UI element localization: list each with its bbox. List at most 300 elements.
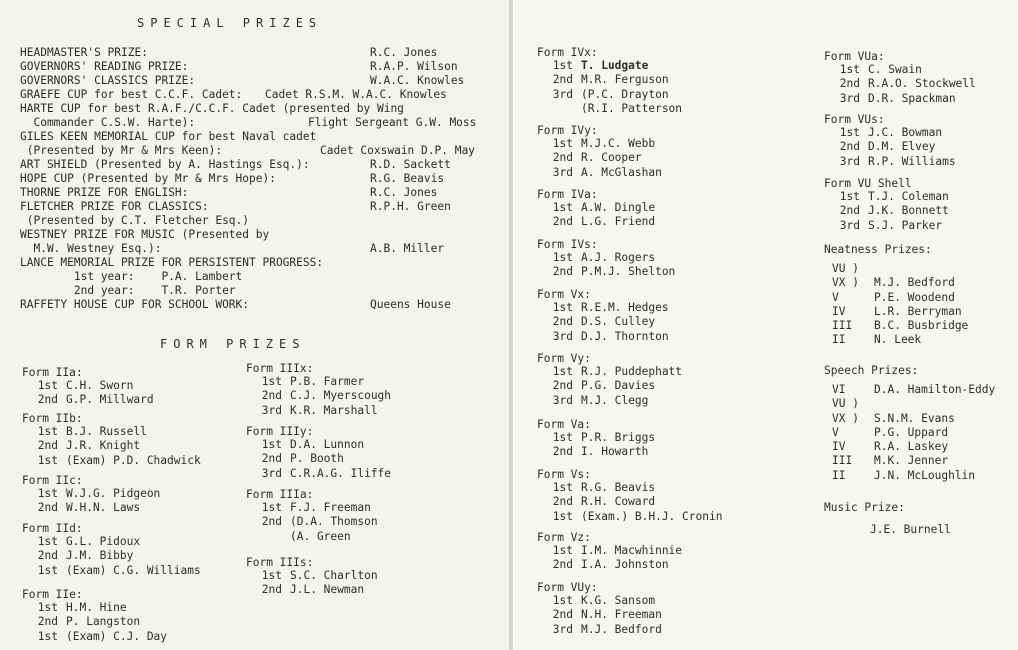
special-prize-winner: Flight Sergeant G.W. Moss [308,116,477,129]
prize-row [824,291,968,305]
prize-row [537,481,722,495]
form-block [537,418,655,460]
prize-row [824,155,956,169]
prize-row [824,469,995,483]
winner-name: J.M. Bibby [66,549,134,563]
form-heading: Form IIb: [22,412,83,425]
prize-row [22,454,201,468]
winner-name: I.M. Macwhinnie [581,544,683,557]
prize-row [246,404,391,418]
place-label: 2nd [552,215,573,229]
place-label: 1st [37,379,58,392]
form-block [22,522,201,578]
special-prize-text: GILES KEEN MEMORIAL CUP for best Naval cadet [20,130,317,143]
place-label: 3rd [839,91,860,105]
prize-row [537,215,655,229]
form-heading: Form IIIs: [246,556,314,569]
winner-name: N.H. Freeman [581,608,662,622]
special-prize-text: 1st year: P.A. Lambert [20,270,243,283]
place-label: 3rd [552,165,573,179]
prize-row [246,530,378,544]
special-prize-winner: Queens House [370,298,451,311]
special-prize-text: M.W. Westney Esq.): [20,242,162,255]
place-label: 2nd [261,452,282,466]
form-block [22,588,167,644]
form-label: II [832,333,846,347]
place-label: 3rd [552,87,573,101]
form-block [246,362,391,418]
place-label: 1st [261,569,282,582]
winner-name: R. Cooper [581,151,642,165]
special-prize-winner: R.G. Beavis [370,172,445,185]
place-label [537,102,581,116]
prize-row [537,315,669,329]
prize-row [824,319,968,333]
winner-name: P. Booth [290,452,344,466]
prize-row [824,276,968,290]
place-label: 1st [552,137,573,150]
prize-row [824,440,995,454]
prize-row [824,204,949,218]
form-block [537,288,669,344]
special-prize-text: WESTNEY PRIZE FOR MUSIC (Presented by [20,228,270,241]
prize-row [246,467,391,481]
place-label: 1st [552,201,573,214]
prize-row [537,394,682,408]
winner-name: S.C. Charlton [290,569,378,582]
place-label: 1st [552,59,573,72]
special-prize-text: THORNE PRIZE FOR ENGLISH: [20,186,189,199]
speech-prizes [824,364,995,483]
winner-name: A.W. Dingle [581,201,656,214]
winner-name: G.P. Millward [66,393,154,407]
winner-name: J.K. Bonnett [868,204,949,218]
winner-name: J.N. McLoughlin [874,468,976,482]
special-prize-text: LANCE MEMORIAL PRIZE FOR PERSISTENT PROGRESS: [20,256,324,269]
form-heading: Form IIIa: [246,488,314,501]
prize-row [537,510,722,524]
music-winner: J.E. Burnell [870,523,951,536]
place-label: 2nd [839,204,860,218]
place-label: 1st [37,601,58,614]
special-prize-text: 2nd year: T.R. Porter [20,284,236,297]
place-label: 1st [839,63,860,76]
prize-row [22,425,201,439]
place-label: 2nd [552,379,573,393]
prize-row [537,102,682,116]
winner-name: R.A.O. Stockwell [868,77,976,91]
form-block [22,412,201,468]
special-prize-text: ART SHIELD (Presented by A. Hastings Esq.): [20,158,310,171]
form-heading: Form IVs: [537,238,598,251]
form-block [22,474,160,516]
place-label: 2nd [839,77,860,91]
winner-name: R.P. Williams [868,154,956,168]
winner-name: W.H.N. Laws [66,501,141,515]
place-label: 2nd [37,393,58,407]
prize-row [246,375,391,389]
form-block [246,556,378,598]
prize-row [537,379,682,393]
prize-row [22,601,167,615]
special-prize-text: GOVERNORS' CLASSICS PRIZE: [20,74,196,87]
prize-row [824,190,949,204]
special-prize-text: (Presented by C.T. Fletcher Esq.) [20,214,250,227]
prize-row [537,544,682,558]
winner-name: I. Howarth [581,445,649,459]
winner-name: P.R. Briggs [581,431,656,444]
prize-row [537,301,669,315]
prize-row [22,549,201,563]
winner-name: R.H. Coward [581,495,656,509]
winner-name: P.G. Uppard [874,425,949,439]
form-label: VX ) [832,276,859,290]
winner-name: G.L. Pidoux [66,535,141,548]
winner-name: K.R. Marshall [290,403,378,417]
winner-name: D.J. Thornton [581,329,669,343]
winner-name: B.C. Busbridge [874,319,969,333]
place-label: 1st [37,425,58,438]
place-label: 1st [839,126,860,139]
place-label: 1st [552,365,573,378]
winner-name: D.A. Lunnon [290,438,365,451]
prize-row [537,445,655,459]
special-prize-text: RAFFETY HOUSE CUP FOR SCHOOL WORK: [20,298,250,311]
music-heading: Music Prize: [824,501,905,514]
special-prize-winner: Cadet Coxswain D.P. May [320,144,475,157]
winner-name: (Exam) C.G. Williams [66,563,201,577]
prize-row [246,569,378,583]
winner-name: J.R. Knight [66,439,141,453]
winner-name: C.J. Myerscough [290,389,392,403]
form-block [246,488,378,544]
form-label: II [832,468,846,482]
winner-name: C.H. Sworn [66,379,134,392]
prize-row [824,333,968,347]
form-heading: Form IId: [22,522,83,535]
place-label: 1st [552,594,573,607]
winner-name: D.R. Spackman [868,91,956,105]
prize-row [22,501,160,515]
place-label: 2nd [552,608,573,622]
prize-row [537,59,682,73]
prize-row [537,594,662,608]
winner-name: S.J. Parker [868,218,943,232]
special-prizes-title: SPECIAL PRIZES [137,16,323,30]
prize-row [824,412,995,426]
place-label: 1st [37,563,58,577]
special-prize-text: (Presented by Mr & Mrs Keen): [20,144,223,157]
prize-row [537,365,682,379]
place-label [246,530,290,544]
form-block [537,581,662,637]
special-prize-winner: W.A.C. Knowles [370,74,465,87]
place-label: 1st [261,438,282,451]
prize-row [537,251,675,265]
form-prizes-title: FORM PRIZES [160,337,306,351]
winner-name: P.E. Woodend [874,290,955,304]
place-label: 1st [37,487,58,500]
winner-name: P.B. Farmer [290,375,365,388]
winner-name: T.J. Coleman [868,190,949,203]
place-label: 3rd [552,329,573,343]
prize-row [537,201,655,215]
winner-name: K.G. Sansom [581,594,656,607]
prize-row [537,608,662,622]
place-label: 2nd [552,445,573,459]
form-block [537,238,675,280]
prize-row [537,151,662,165]
form-label: IV [832,440,846,454]
prize-row [246,583,378,597]
place-label: 2nd [552,495,573,509]
place-label: 3rd [839,154,860,168]
prize-row [246,452,391,466]
winner-name: M.R. Ferguson [581,73,669,87]
winner-name: C.R.A.G. Iliffe [290,466,392,480]
music-prize [824,501,951,536]
place-label: 2nd [839,140,860,154]
prize-row [824,140,956,154]
form-heading: Form VUs: [824,113,885,126]
form-label: VI [832,383,846,396]
place-label: 1st [552,301,573,314]
winner-name: A.J. Rogers [581,251,656,264]
prize-row [246,389,391,403]
place-label: 2nd [261,389,282,403]
form-heading: Form IIe: [22,588,83,601]
winner-name: (Exam.) B.H.J. Cronin [581,509,723,523]
place-label: 2nd [37,439,58,453]
special-prize-winner: Cadet R.S.M. W.A.C. Knowles [265,88,447,101]
prize-row [824,219,949,233]
prize-row [537,166,662,180]
winner-name: M.J. Bedford [581,622,662,636]
place-label: 1st [552,481,573,494]
prize-row [22,379,154,393]
winner-name: J.L. Newman [290,583,365,597]
prize-row [246,501,378,515]
special-prize-winner: R.C. Jones [370,46,438,59]
winner-name: A. McGlashan [581,165,662,179]
winner-name: P. Langston [66,615,141,629]
form-block [537,188,655,230]
winner-name: (R.I. Patterson [581,101,683,115]
form-block [246,425,391,481]
prize-row [22,439,201,453]
winner-name: P.M.J. Shelton [581,265,676,279]
prize-row [537,330,669,344]
special-prize-text: Commander C.S.W. Harte): [20,116,196,129]
form-heading: Form Vs: [537,468,591,481]
special-prize-winner: A.B. Miller [370,242,445,255]
winner-name: L.R. Berryman [874,304,962,318]
winner-name: S.N.M. Evans [874,411,955,425]
prize-row [537,265,675,279]
form-heading: Form IIIx: [246,362,314,375]
winner-name: C. Swain [868,63,922,76]
winner-name: D.S. Culley [581,315,656,329]
prize-row [22,564,201,578]
winner-name: W.J.G. Pidgeon [66,487,161,500]
form-heading: Form IIa: [22,366,83,379]
place-label: 2nd [552,73,573,87]
winner-name: D.M. Elvey [868,140,936,154]
form-label: VU ) [832,397,859,411]
winner-name: R.A. Laskey [874,440,949,454]
winner-name: M.J. Bedford [874,276,955,290]
place-label: 2nd [552,265,573,279]
winner-name: (D.A. Thomson [290,515,378,529]
form-block [537,46,682,116]
winner-name: P.G. Davies [581,379,656,393]
form-block [22,366,154,408]
prize-row [22,487,160,501]
special-prize-text: GOVERNORS' READING PRIZE: [20,60,189,73]
form-heading: Form IVy: [537,124,598,137]
place-label: 3rd [552,622,573,636]
place-label: 1st [37,453,58,467]
form-heading: Form VUy: [537,581,598,594]
form-block [537,124,662,180]
place-label: 1st [261,375,282,388]
prize-row [824,454,995,468]
winner-name: (P.C. Drayton [581,87,669,101]
place-label: 1st [552,251,573,264]
special-prize-text: HOPE CUP (Presented by Mr & Mrs Hope): [20,172,276,185]
place-label: 3rd [261,403,282,417]
special-prize-text: HEADMASTER'S PRIZE: [20,46,148,59]
winner-name: M.J.C. Webb [581,137,656,150]
winner-name: F.J. Freeman [290,501,371,514]
form-label: III [832,319,853,333]
winner-name: N. Leek [874,333,922,347]
form-heading: Form Va: [537,418,591,431]
form-label: V [832,290,839,304]
form-block [537,468,722,524]
place-label: 2nd [37,615,58,629]
special-prize-text: GRAEFE CUP for best C.C.F. Cadet: [20,88,243,101]
place-label: 2nd [552,151,573,165]
form-block [824,177,949,233]
prize-row [824,397,995,411]
prize-row [22,535,201,549]
form-block [824,113,956,169]
form-heading: Form IIc: [22,474,83,487]
prize-row [824,126,956,140]
prize-row [246,515,378,529]
place-label: 1st [839,190,860,203]
place-label: 3rd [839,218,860,232]
prize-row [824,383,995,397]
prize-row [537,137,662,151]
form-heading: Form IIIy: [246,425,314,438]
place-label: 3rd [261,466,282,480]
form-block [537,531,682,573]
place-label: 1st [37,535,58,548]
winner-name: J.C. Bowman [868,126,943,139]
prize-row [824,262,968,276]
neatness-prizes [824,243,968,348]
form-block [537,352,682,408]
place-label: 1st [261,501,282,514]
winner-name: M.K. Jenner [874,454,949,468]
place-label: 2nd [37,501,58,515]
special-prize-winner: R.D. Sackett [370,158,451,171]
winner-name: L.G. Friend [581,215,656,229]
speech-heading: Speech Prizes: [824,364,919,377]
place-label: 2nd [552,558,573,572]
prize-row [537,88,682,102]
form-heading: Form VU Shell [824,177,912,190]
prize-row [537,73,682,87]
special-prize-winner: R.C. Jones [370,186,438,199]
winner-name: R.E.M. Hedges [581,301,669,314]
winner-name: R.J. Puddephatt [581,365,683,378]
prize-row [22,630,167,644]
place-label: 1st [37,629,58,643]
form-label: III [832,454,853,468]
place-label: 1st [552,431,573,444]
form-heading: Form Vx: [537,288,591,301]
form-heading: Form Vz: [537,531,591,544]
winner-name: T. Ludgate [581,59,649,72]
prize-row [537,431,655,445]
place-label: 1st [552,544,573,557]
winner-name: (A. Green [290,529,351,543]
prize-row [22,393,154,407]
page-fold [509,0,513,650]
prize-row [22,615,167,629]
form-label: IV [832,304,846,318]
prize-row [824,77,976,91]
place-label: 2nd [261,515,282,529]
form-heading: Form VUa: [824,50,885,63]
form-heading: Form IVx: [537,46,598,59]
prize-row [824,92,976,106]
form-label: V [832,425,839,439]
place-label: 2nd [552,315,573,329]
neatness-heading: Neatness Prizes: [824,243,932,256]
winner-name: H.M. Hine [66,601,127,614]
winner-name: B.J. Russell [66,425,147,438]
winner-name: D.A. Hamilton-Eddy [874,383,996,396]
special-prize-text: HARTE CUP for best R.A.F./C.C.F. Cadet (presented by Wing [20,102,404,115]
prize-row [824,63,976,77]
form-heading: Form IVa: [537,188,598,201]
prize-row [537,623,662,637]
prize-row [537,495,722,509]
form-heading: Form Vy: [537,352,591,365]
place-label: 3rd [552,393,573,407]
place-label: 2nd [261,583,282,597]
winner-name: (Exam) C.J. Day [66,629,168,643]
place-label: 1st [552,509,573,523]
form-label: VX ) [832,411,859,425]
prize-row [824,305,968,319]
place-label: 2nd [37,549,58,563]
form-label: VU ) [832,262,859,275]
special-prize-text: FLETCHER PRIZE FOR CLASSICS: [20,200,209,213]
form-block [824,50,976,106]
special-prize-winner: R.A.P. Wilson [370,60,458,73]
winner-name: M.J. Clegg [581,393,649,407]
special-prize-winner: R.P.H. Green [370,200,451,213]
prize-row [246,438,391,452]
winner-name: I.A. Johnston [581,558,669,572]
winner-name: R.G. Beavis [581,481,656,494]
prize-row [537,558,682,572]
